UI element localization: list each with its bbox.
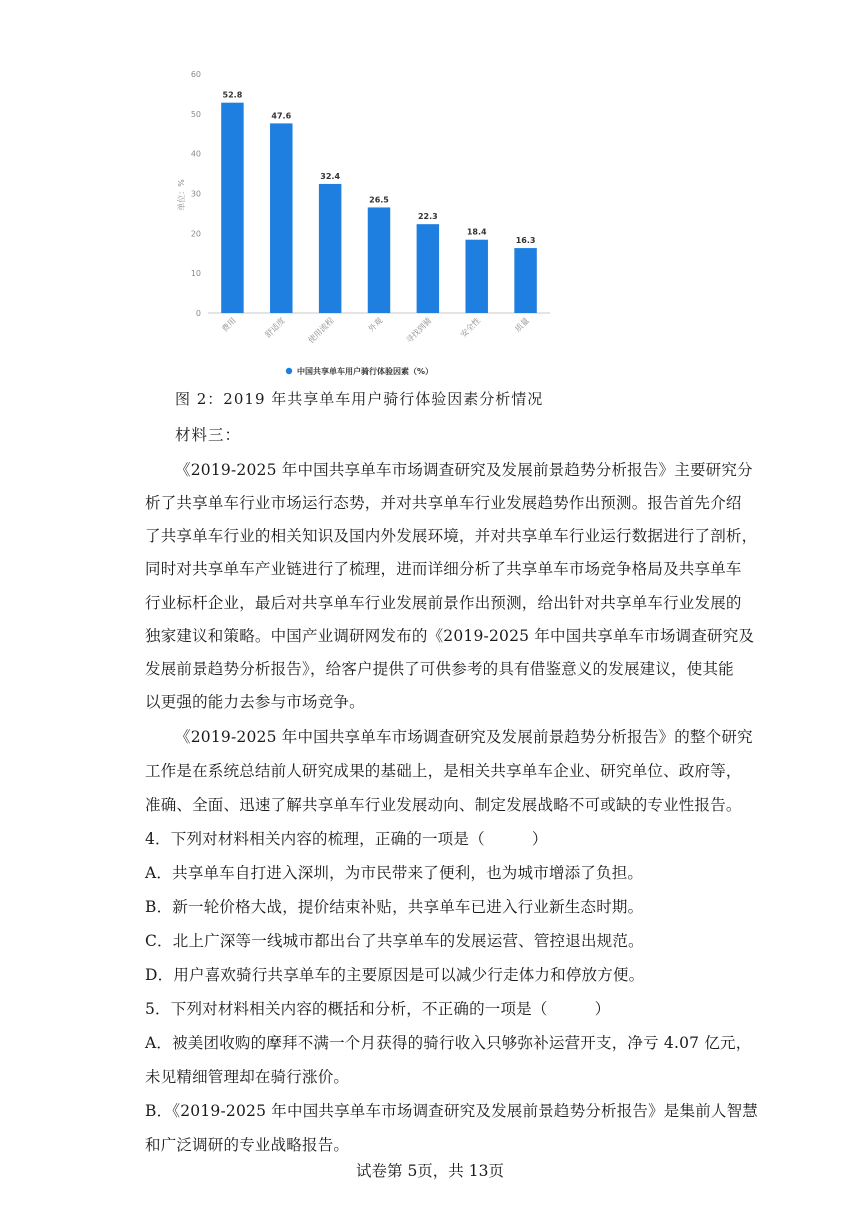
bar [465,240,487,313]
bar-value-label: 32.4 [320,171,341,181]
bar-value-label: 26.5 [369,195,389,205]
bar-value-label: 18.4 [466,227,487,237]
page-footer: 试卷第 5页，共 13页 [356,1162,504,1180]
y-axis-title: 单位：% [177,179,186,211]
text-line: 以更强的能力去参与市场竞争。 [145,693,365,711]
option-4a: A．共享单车自打进入深圳，为市民带来了便利，也为城市增添了负担。 [145,864,644,882]
x-tick-label: 舒适度 [263,316,287,340]
bar [368,207,390,313]
option-4c: C．北上广深等一线城市都出台了共享单车的发展运营、管控退出规范。 [145,932,644,950]
x-axis-labels [219,315,531,345]
option-5b: B．《2019-2025 年中国共享单车市场调查研究及发展前景趋势分析报告》是集前人智慧 [145,1102,758,1120]
y-tick-label: 30 [190,189,201,199]
legend [286,366,433,376]
bar-value-label: 47.6 [271,111,292,121]
bar [319,184,341,313]
legend-marker [286,368,292,374]
legend-label: 中国共享单车用户骑行体验因素（%） [297,367,434,376]
x-tick-label: 使用流程 [306,316,336,346]
y-tick-label: 20 [190,229,201,239]
text-line: 同时对共享单车产业链进行了梳理，进而详细分析了共享单车市场竞争格局及共享单车 [145,560,742,578]
question-4: 4．下列对材料相关内容的梳理，正确的一项是（ ） [145,830,548,848]
x-tick-label: 质量 [513,316,531,334]
text-line: 独家建议和策略。中国产业调研网发布的《2019-2025 年中国共享单车市场调查研究及 [145,627,755,645]
option-4d: D．用户喜欢骑行共享单车的主要原因是可以减少行走体力和停放方便。 [145,966,645,984]
text-line: 了共享单车行业的相关知识及国内外发展环境，并对共享单车行业运行数据进行了剖析， [145,527,758,545]
bar-chart [160,60,560,380]
text-line: 析了共享单车行业市场运行态势，并对共享单车行业发展趋势作出预测。报告首先介绍 [145,494,742,512]
text-line: 工作是在系统总结前人研究成果的基础上，是相关共享单车企业、研究单位、政府等， [145,762,742,780]
y-tick-label: 0 [195,309,201,318]
text-line: 准确、全面、迅速了解共享单车行业发展动向、制定发展战略不可或缺的专业性报告。 [145,796,742,814]
text-line: 《2019-2025 年中国共享单车市场调查研究及发展前景趋势分析报告》的整个研究 [175,728,753,746]
bar [417,224,439,313]
bar-value-label: 22.3 [417,212,438,222]
option-5b-cont: 和广泛调研的专业战略报告。 [145,1136,350,1154]
option-4b: B．新一轮价格大战，提价结束补贴，共享单车已进入行业新生态时期。 [145,898,644,916]
y-tick-label: 40 [190,149,201,159]
option-5a: A．被美团收购的摩拜不满一个月获得的骑行收入只够弥补运营开支，净亏 4.07 亿元， [145,1034,752,1052]
x-tick-label: 费用 [220,316,238,334]
text-line: 发展前景趋势分析报告》，给客户提供了可供参考的具有借鉴意义的发展建议，使其能 [145,660,734,678]
x-tick-label: 外观 [366,316,385,334]
y-tick-label: 50 [190,109,201,119]
y-axis [191,70,201,318]
text-line: 行业标杆企业，最后对共享单车行业发展前景作出预测，给出针对共享单车行业发展的 [145,594,742,612]
section-heading: 材料三： [175,426,242,444]
x-tick-label: 寻找到骑 [404,316,434,346]
x-tick-label: 安全性 [458,316,483,340]
bars [221,91,537,313]
text-line: 《2019-2025 年中国共享单车市场调查研究及发展前景趋势分析报告》主要研究分 [175,461,753,479]
y-tick-label: 10 [190,269,201,279]
figure-caption: 图 2：2019 年共享单车用户骑行体验因素分析情况 [175,390,544,408]
bar-value-label: 16.3 [515,236,536,246]
bar [514,248,536,313]
option-5a-cont: 未见精细管理却在骑行涨价。 [145,1068,350,1086]
question-5: 5．下列对材料相关内容的概括和分析，不正确的一项是（ ） [145,1000,611,1018]
bar-value-label: 52.8 [222,90,243,100]
bar [270,123,292,313]
y-tick-label: 60 [190,70,201,79]
bar [221,103,243,313]
